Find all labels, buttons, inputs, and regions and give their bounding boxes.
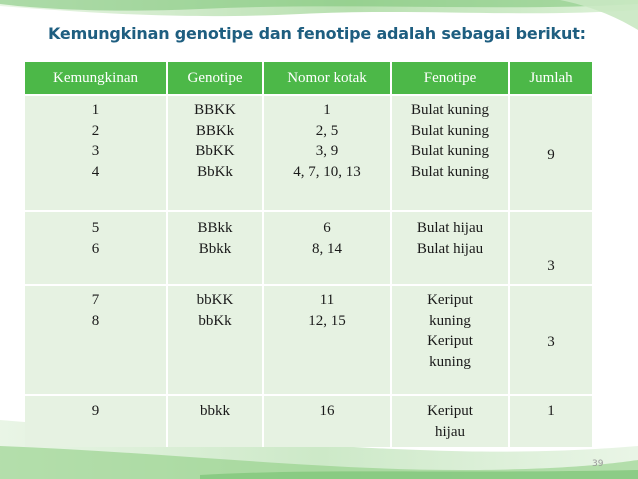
cell-nomor-kotak	[263, 95, 391, 211]
cell-line: Bbkk	[198, 240, 232, 257]
cell-jumlah: 3	[509, 285, 592, 395]
cell-line: 6	[323, 220, 331, 236]
cell-line: BBkk	[197, 220, 233, 236]
cell-line: bbKK	[196, 292, 234, 308]
cell-line: 1	[91, 102, 100, 118]
slide-title: Kemungkinan genotipe dan fenotipe adalah sebagai berikut:	[48, 24, 586, 43]
cell-genotipe	[167, 285, 263, 395]
cell-nomor-kotak	[263, 395, 391, 447]
table-row	[25, 285, 592, 395]
cell-line: 4	[91, 163, 100, 180]
header-kemungkinan: Kemungkinan	[25, 62, 167, 95]
cell-line: 12, 15	[308, 312, 346, 329]
cell-line: 9	[91, 403, 100, 419]
cell-jumlah: 3	[509, 211, 592, 285]
cell-line: Bulat kuning	[411, 163, 489, 180]
cell-line: bbKk	[198, 312, 232, 329]
cell-nomor-kotak	[263, 285, 391, 395]
cell-jumlah: 1	[509, 395, 592, 447]
cell-kemungkinan	[25, 95, 167, 211]
table-row	[25, 211, 592, 285]
cell-genotipe	[167, 395, 263, 447]
cell-kemungkinan	[25, 211, 167, 285]
page-number: 39	[592, 459, 604, 469]
cell-line: Bulat hijau	[416, 220, 484, 236]
cell-line: BbKK	[195, 143, 235, 159]
cell-line: 4, 7, 10, 13	[293, 163, 361, 180]
cell-line: Bulat kuning	[411, 122, 489, 139]
cell-line: BbKk	[197, 163, 233, 180]
table-row	[25, 395, 592, 447]
header-genotipe: Genotipe	[167, 62, 263, 95]
cell-fenotipe	[391, 211, 509, 285]
cell-line: 8	[91, 312, 100, 329]
cell-line: kuning	[429, 312, 471, 329]
cell-line: kuning	[429, 353, 471, 370]
table-header-row	[25, 62, 592, 95]
cell-line: Bulat kuning	[411, 102, 489, 118]
cell-line: Bulat kuning	[411, 143, 489, 159]
cell-kemungkinan	[25, 285, 167, 395]
cell-fenotipe	[391, 285, 509, 395]
cell-line: hijau	[435, 423, 465, 440]
cell-line: 6	[91, 240, 100, 257]
cell-line: Keriput	[427, 333, 473, 349]
cell-line: 11	[319, 292, 335, 308]
cell-line: 1	[323, 102, 331, 118]
cell-line: 5	[91, 220, 100, 236]
header-nomor-kotak: Nomor kotak	[263, 62, 391, 95]
cell-line: Bulat hijau	[416, 240, 484, 257]
header-jumlah: Jumlah	[509, 62, 592, 95]
cell-kemungkinan	[25, 395, 167, 447]
cell-nomor-kotak	[263, 211, 391, 285]
genotype-phenotype-table	[25, 62, 592, 447]
cell-line: 7	[91, 292, 100, 308]
cell-jumlah: 9	[509, 95, 592, 211]
header-fenotipe: Fenotipe	[391, 62, 509, 95]
cell-line: 8, 14	[312, 240, 342, 257]
cell-line: 16	[319, 403, 335, 419]
cell-line: 3	[91, 143, 100, 159]
cell-line: Keriput	[427, 292, 473, 308]
cell-line: 2, 5	[315, 122, 339, 139]
cell-genotipe	[167, 95, 263, 211]
cell-line: bbkk	[200, 403, 230, 419]
cell-fenotipe	[391, 95, 509, 211]
cell-line: BBKk	[195, 122, 235, 139]
cell-fenotipe	[391, 395, 509, 447]
cell-line: BBKK	[194, 102, 236, 118]
cell-genotipe	[167, 211, 263, 285]
table-row	[25, 95, 592, 211]
cell-line: Keriput	[427, 403, 473, 419]
cell-line: 2	[91, 122, 100, 139]
cell-line: 3, 9	[315, 143, 339, 159]
